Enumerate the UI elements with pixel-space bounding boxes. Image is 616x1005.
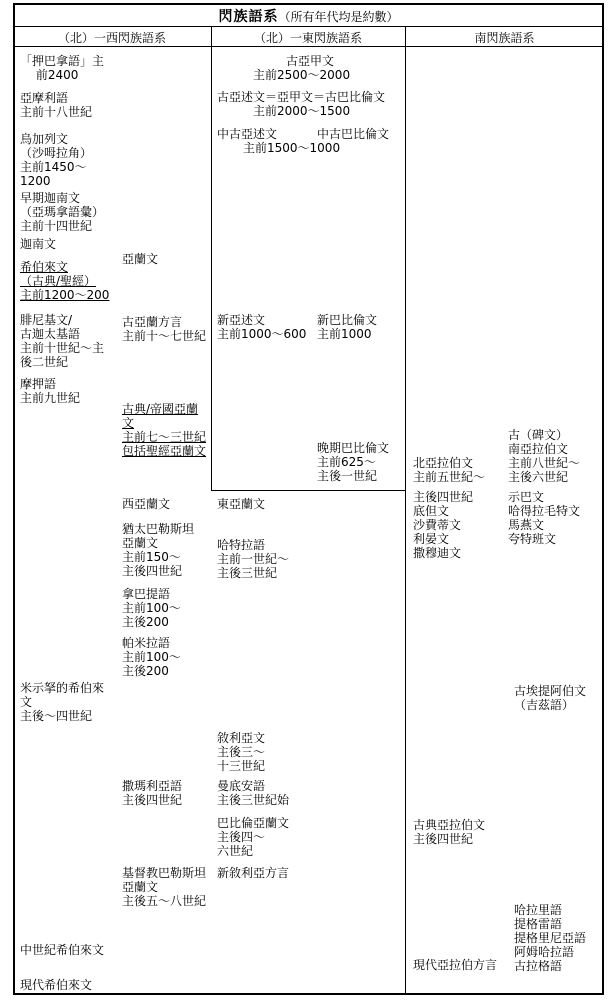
hatran-line: 主後三世紀 (217, 566, 278, 580)
syriac-line: 主後三～ (217, 745, 266, 759)
old-akkadian-line: 古亞甲文 (286, 54, 335, 68)
medieval-hebrew-line: 中世紀希伯來文 (20, 943, 105, 957)
amorite-line: 主前十八世紀 (20, 105, 93, 119)
old-south-arabic-line: 古（碑文） (508, 428, 569, 442)
column-header-northeast-semitic: （北）一東閃族語系 (253, 31, 362, 45)
neo-assyrian-line: 新亞述文 (217, 313, 266, 327)
middle-assyrian-date (243, 141, 340, 155)
old-south-arabic-line: 主後六世紀 (508, 470, 569, 484)
mandaic-line: 主後三世紀始 (217, 793, 290, 807)
south-arabic-group-line: 哈得拉毛特文 (508, 504, 581, 518)
old-south-arabic-line: 主前八世紀～ (508, 456, 581, 470)
nabataean-line: 拿巴提語 (122, 587, 171, 601)
old-aramaic-dialects-line: 主前十～七世紀 (122, 329, 207, 343)
imperial-aramaic (122, 402, 206, 458)
christian-palestinian-aramaic-line: 基督教巴勒斯坦 (122, 866, 207, 880)
south-arabic-group-line: 馬燕文 (508, 518, 545, 532)
syriac (217, 731, 265, 773)
modern-hebrew-line: 現代希伯來文 (20, 978, 93, 992)
old-ethiopic-geez-line: 古埃提阿伯文 (514, 684, 587, 698)
old-assyrian-date (253, 104, 350, 118)
medieval-hebrew (20, 943, 104, 957)
ugaritic (20, 132, 92, 188)
north-arabic-group (413, 490, 473, 560)
phoenician-punic-line: 古迦太基語 (20, 327, 81, 341)
mandaic (217, 779, 289, 807)
hatran-line: 主前一世紀～ (217, 552, 290, 566)
mandaic-line: 曼底安語 (217, 779, 266, 793)
ethiopian-languages-group-line: 古拉格語 (514, 959, 563, 973)
phoenician-punic-line: 後二世紀 (20, 355, 69, 369)
hatran-line: 哈特拉語 (217, 538, 266, 552)
canaanite-line: 迦南文 (20, 237, 57, 251)
christian-palestinian-aramaic-line: 主後五～八世紀 (122, 894, 207, 908)
classical-biblical-hebrew-line: 主前1200～200 (20, 288, 110, 302)
babylonian-aramaic (217, 816, 289, 858)
north-arabic-group-line: 底但文 (413, 504, 450, 518)
early-canaanite-line: （亞瑪拿語彙） (20, 205, 105, 219)
imperial-aramaic-line: 文 (122, 416, 135, 430)
middle-assyrian-line: 中古亞述文 (217, 127, 278, 141)
old-aramaic-dialects-line: 古亞蘭方言 (122, 315, 183, 329)
east-semitic-box-bottom-line (211, 490, 406, 491)
late-babylonian-line: 主前625～ (317, 455, 376, 469)
middle-assyrian-date-line: 主前1500～1000 (243, 141, 341, 155)
christian-palestinian-aramaic-line: 亞蘭文 (122, 880, 159, 894)
neo-assyrian-line: 主前1000～600 (217, 327, 307, 341)
babylonian-aramaic-line: 巴比倫亞蘭文 (217, 816, 290, 830)
classical-biblical-hebrew-line: 希伯來文 (20, 260, 69, 274)
modern-hebrew (20, 978, 92, 992)
title-separator-line (14, 26, 603, 27)
west-aramaic-line: 西亞蘭文 (122, 497, 171, 511)
ethiopian-languages-group-line: 提格雷語 (514, 917, 563, 931)
ethiopian-languages-group-line: 哈拉里語 (514, 903, 563, 917)
amorite-line: 亞摩利語 (20, 91, 69, 105)
north-arabic-group-line: 沙費蒂文 (413, 518, 462, 532)
middle-babylonian-line: 中古巴比倫文 (317, 127, 390, 141)
middle-babylonian (317, 127, 389, 141)
christian-palestinian-aramaic (122, 866, 206, 908)
babylonian-aramaic-line: 主後四～ (217, 830, 266, 844)
jewish-palestinian-aramaic-line: 猶太巴勒斯坦 (122, 522, 195, 536)
phoenician-punic-line: 腓尼基文/ (20, 313, 73, 327)
ethiopian-languages-group (514, 903, 586, 973)
old-assyrian-date-line: 主前2000～1500 (253, 104, 351, 118)
north-arabic-line: 北亞拉伯文 (413, 456, 474, 470)
ebla-language (20, 54, 104, 82)
title-note: （所有年代均是約數） (278, 10, 399, 24)
imperial-aramaic-line: 主前七～三世紀 (122, 430, 207, 444)
ebla-language-line: 「押巴拿語」主 (20, 54, 105, 68)
classical-arabic-line: 主後四世紀 (413, 832, 474, 846)
late-babylonian (317, 441, 389, 483)
neo-babylonian (317, 313, 377, 341)
neo-babylonian-line: 主前1000 (317, 327, 372, 341)
syriac-line: 十三世紀 (217, 759, 266, 773)
old-south-arabic (508, 428, 580, 484)
moabite-line: 主前九世紀 (20, 391, 81, 405)
modern-arabic-dialects (413, 958, 497, 972)
mishnaic-hebrew (20, 681, 104, 723)
south-arabic-group (508, 490, 580, 546)
header-separator-line (14, 46, 603, 47)
north-arabic-group-line: 主後四世紀 (413, 490, 474, 504)
babylonian-aramaic-line: 六世紀 (217, 844, 254, 858)
ugaritic-line: 烏加列文 (20, 132, 69, 146)
jewish-palestinian-aramaic-line: 主前150～ (122, 550, 181, 564)
neo-syriac-dialects (217, 866, 289, 880)
hatran (217, 538, 289, 580)
jewish-palestinian-aramaic-line: 主後四世紀 (122, 564, 183, 578)
classical-biblical-hebrew-line: （古典/聖經） (20, 274, 97, 288)
north-arabic (413, 456, 485, 484)
aramaic (122, 252, 158, 266)
moabite (20, 377, 80, 405)
west-east-column-divider (211, 26, 212, 490)
nabataean-line: 主後200 (122, 615, 169, 629)
palmyrene-line: 主前100～ (122, 650, 181, 664)
early-canaanite-line: 早期迦南文 (20, 191, 81, 205)
ugaritic-line: （沙呣拉角） (20, 146, 93, 160)
old-ethiopic-geez-line: （吉茲語） (514, 698, 575, 712)
old-akkadian-date-line: 主前2500～2000 (253, 68, 351, 82)
old-aramaic-dialects (122, 315, 206, 343)
nabataean-line: 主前100～ (122, 601, 181, 615)
jewish-palestinian-aramaic-line: 亞蘭文 (122, 536, 159, 550)
north-arabic-group-line: 撒穆迪文 (413, 546, 462, 560)
syriac-line: 敘利亞文 (217, 731, 266, 745)
classical-arabic (413, 818, 485, 846)
north-arabic-line: 主前五世紀～ (413, 470, 486, 484)
neo-syriac-dialects-line: 新敘利亞方言 (217, 866, 290, 880)
canaanite (20, 237, 56, 251)
palmyrene (122, 636, 181, 678)
east-south-column-divider (405, 26, 406, 994)
jewish-palestinian-aramaic (122, 522, 194, 578)
palmyrene-line: 主後200 (122, 664, 169, 678)
old-assyrian-babylonian (217, 90, 385, 104)
east-aramaic-line: 東亞蘭文 (217, 497, 266, 511)
neo-babylonian-line: 新巴比倫文 (317, 313, 378, 327)
palmyrene-line: 帕米拉語 (122, 636, 171, 650)
early-canaanite-line: 主前十四世紀 (20, 219, 93, 233)
old-assyrian-babylonian-line: 古亞述文＝亞甲文＝古巴比倫文 (217, 90, 386, 104)
ebla-language-line: 前2400 (20, 68, 79, 82)
imperial-aramaic-line: 包括聖經亞蘭文 (122, 444, 207, 458)
ethiopian-languages-group-line: 阿姆哈拉語 (514, 945, 575, 959)
nabataean (122, 587, 181, 629)
north-arabic-group-line: 利晏文 (413, 532, 450, 546)
late-babylonian-line: 晚期巴比倫文 (317, 441, 390, 455)
moabite-line: 摩押語 (20, 377, 57, 391)
classical-arabic-line: 古典亞拉伯文 (413, 818, 486, 832)
mishnaic-hebrew-line: 主後～四世紀 (20, 709, 93, 723)
south-arabic-group-line: 夸特班文 (508, 532, 557, 546)
old-ethiopic-geez (514, 684, 586, 712)
ugaritic-line: 1200 (20, 174, 51, 188)
modern-arabic-dialects-line: 現代亞拉伯方言 (413, 958, 498, 972)
samaritan-line: 撒瑪利亞語 (122, 779, 183, 793)
phoenician-punic-line: 主前十世紀～主 (20, 341, 105, 355)
samaritan-line: 主後四世紀 (122, 793, 183, 807)
late-babylonian-line: 主後一世紀 (317, 469, 378, 483)
old-south-arabic-line: 南亞拉伯文 (508, 442, 569, 456)
amorite (20, 91, 92, 119)
imperial-aramaic-line: 古典/帝國亞蘭 (122, 402, 199, 416)
mishnaic-hebrew-line: 文 (20, 695, 33, 709)
old-akkadian-date (253, 68, 350, 82)
aramaic-line: 亞蘭文 (122, 252, 159, 266)
east-aramaic (217, 497, 265, 511)
early-canaanite (20, 191, 104, 233)
ethiopian-languages-group-line: 提格里尼亞語 (514, 931, 587, 945)
neo-assyrian (217, 313, 306, 341)
old-akkadian (286, 54, 334, 68)
middle-assyrian (217, 127, 277, 141)
title-text: 閃族語系 (218, 9, 279, 25)
mishnaic-hebrew-line: 米示拏的希伯來 (20, 681, 105, 695)
ugaritic-line: 主前1450～ (20, 160, 87, 174)
samaritan (122, 779, 182, 807)
classical-biblical-hebrew (20, 260, 109, 302)
column-header-south-semitic: 南閃族語系 (474, 31, 535, 45)
south-arabic-group-line: 示巴文 (508, 490, 545, 504)
phoenician-punic (20, 313, 104, 369)
table-title (13, 6, 604, 26)
column-header-northwest-semitic: （北）一西閃族語系 (57, 31, 166, 45)
west-aramaic (122, 497, 170, 511)
